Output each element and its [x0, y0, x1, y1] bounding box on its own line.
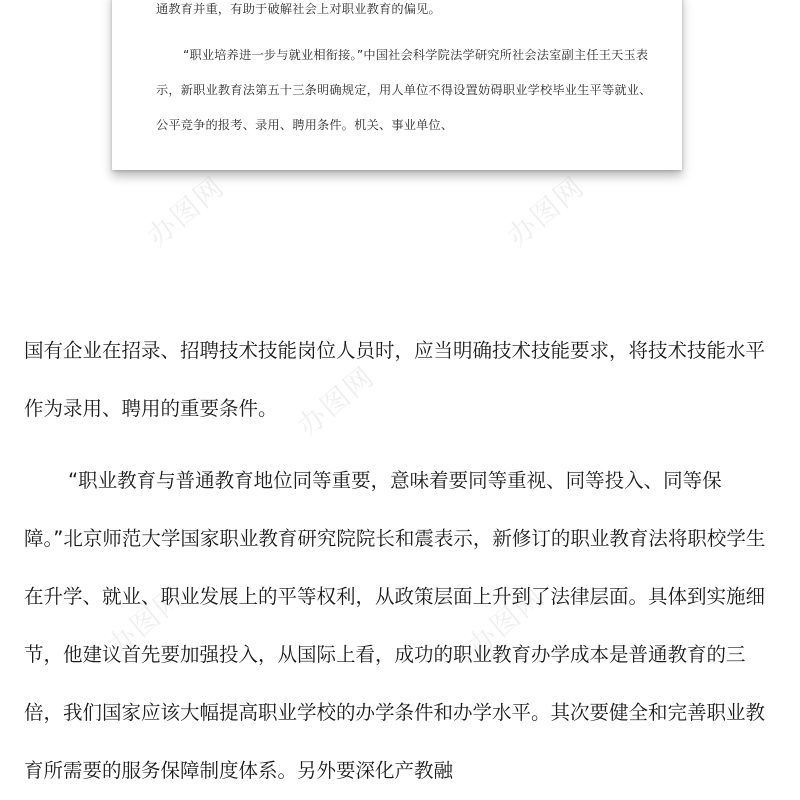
- card-paragraph-2: “职业培养进一步与就业相衔接。”中国社会科学院法学研究所社会法室副主任王天玉表示，新职业教育法第五十三条明确规定，用人单位不得设置妨碍职业学校毕业生平等就业、公平竞争的报考、录用、聘用条件。机关、事业单位、: [156, 48, 652, 132]
- article-excerpt-card: [112, 0, 682, 170]
- watermark: 办图网: [460, 579, 552, 663]
- watermark: 办图网: [290, 359, 382, 443]
- body-paragraph-1: 国有企业在招录、招聘技术技能岗位人员时，应当明确技术技能要求，将技术技能水平作为录用、聘用的重要条件。: [24, 339, 766, 420]
- watermark: 办图网: [100, 579, 192, 663]
- body-paragraph-2: “职业教育与普通教育地位同等重要，意味着要同等重视、同等投入、同等保障。”北京师范大学国家职业教育研究院院长和震表示，新修订的职业教育法将职校学生在升学、就业、职业发展上的平等权利，从政策层面上升到了法律层面。具体到实施细节，他建议首先要加强投入，从国际上看，成功的职业教育办学成本是普通教育的三倍，我们国家应该大幅提高职业学校的办学条件和办学水平。其次要健全和完善职业教育所需要的服务保障制度体系。另外要深化产教融: [24, 469, 766, 782]
- card-paragraph-1: 通教育并重，有助于破解社会上对职业教育的偏见。: [156, 2, 441, 16]
- watermark: 办图网: [140, 169, 232, 253]
- watermark: 办图网: [500, 169, 592, 253]
- article-body: [24, 322, 776, 800]
